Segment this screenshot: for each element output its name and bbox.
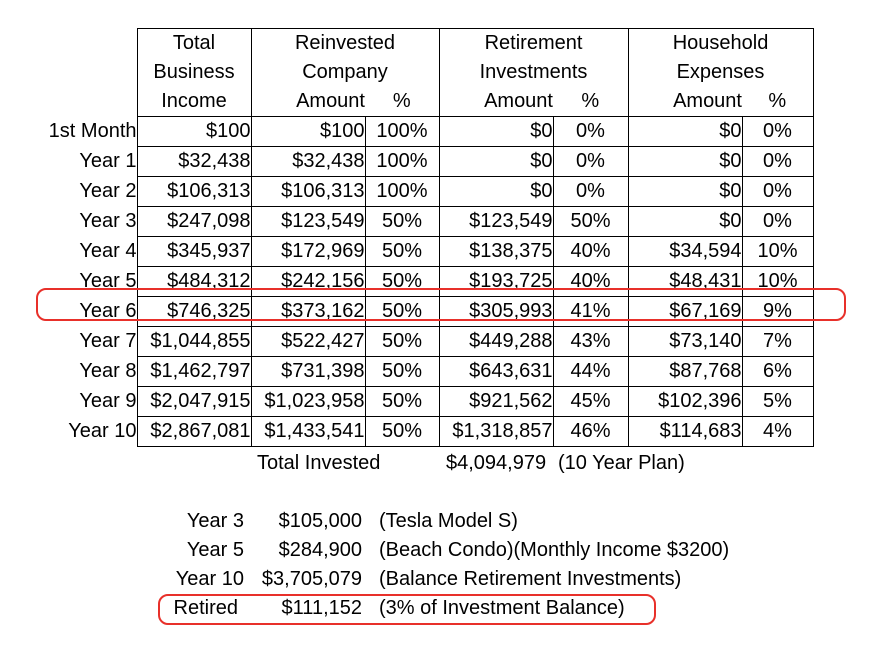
household-amount-cell: $0 (628, 207, 742, 237)
reinvested-pct-cell: 50% (365, 297, 439, 327)
milestone-note: (Beach Condo)(Monthly Income $3200) (379, 539, 730, 561)
retirement-amount-cell: $138,375 (439, 237, 553, 267)
total-business-income-cell: $2,867,081 (137, 417, 251, 447)
total-invested-value: $4,094,979 (446, 452, 547, 474)
retirement-pct-cell: 43% (553, 327, 628, 357)
total-business-income-cell: $345,937 (137, 237, 251, 267)
household-amount-cell: $67,169 (628, 297, 742, 327)
reinvested-amount-cell: $1,023,958 (251, 387, 365, 417)
header-retirement-line1: Retirement (439, 29, 628, 59)
header-household-line1: Household (628, 29, 813, 59)
reinvested-pct-cell: 100% (365, 147, 439, 177)
reinvested-pct-cell: 50% (365, 387, 439, 417)
milestone-note: (Balance Retirement Investments) (379, 568, 682, 590)
household-pct-cell: 4% (742, 417, 813, 447)
household-pct-cell: 0% (742, 207, 813, 237)
household-pct-cell: 7% (742, 327, 813, 357)
row-label: Year 5 (79, 270, 137, 292)
table-row (10, 327, 813, 357)
row-label: Year 1 (79, 150, 137, 172)
household-pct-cell: 10% (742, 237, 813, 267)
retirement-pct-cell: 50% (553, 207, 628, 237)
reinvested-amount-cell: $731,398 (251, 357, 365, 387)
header-retirement-line2: Investments (439, 58, 628, 87)
reinvested-pct-cell: 50% (365, 237, 439, 267)
retirement-pct-cell: 0% (553, 147, 628, 177)
household-pct-cell: 6% (742, 357, 813, 387)
retirement-amount-cell: $449,288 (439, 327, 553, 357)
retirement-amount-cell: $305,993 (439, 297, 553, 327)
milestone-value: $284,900 (278, 539, 362, 561)
total-business-income-cell: $1,462,797 (137, 357, 251, 387)
reinvested-amount-cell: $106,313 (251, 177, 365, 207)
header-household-pct: % (742, 87, 813, 117)
retirement-pct-cell: 40% (553, 267, 628, 297)
household-pct-cell: 5% (742, 387, 813, 417)
reinvested-pct-cell: 50% (365, 417, 439, 447)
milestone-value: $105,000 (278, 510, 362, 532)
header-row-3 (10, 87, 813, 117)
header-reinvested-line2: Company (251, 58, 439, 87)
reinvested-pct-cell: 50% (365, 327, 439, 357)
reinvested-pct-cell: 100% (365, 117, 439, 147)
retired-highlight-oval (158, 594, 656, 625)
reinvested-amount-cell: $172,969 (251, 237, 365, 267)
retirement-amount-cell: $643,631 (439, 357, 553, 387)
household-pct-cell: 0% (742, 117, 813, 147)
reinvested-amount-cell: $373,162 (251, 297, 365, 327)
retirement-amount-cell: $193,725 (439, 267, 553, 297)
household-pct-cell: 10% (742, 267, 813, 297)
total-business-income-cell: $32,438 (137, 147, 251, 177)
row-label: 1st Month (48, 120, 137, 142)
household-amount-cell: $73,140 (628, 327, 742, 357)
table-row (10, 177, 813, 207)
milestone-value: $3,705,079 (261, 568, 362, 590)
total-invested-label: Total Invested (257, 452, 381, 474)
header-row-1 (10, 29, 813, 59)
household-amount-cell: $87,768 (628, 357, 742, 387)
header-retirement-pct: % (581, 90, 600, 112)
reinvested-amount-cell: $32,438 (251, 147, 365, 177)
household-amount-cell: $102,396 (628, 387, 742, 417)
reinvested-amount-cell: $522,427 (251, 327, 365, 357)
retirement-pct-cell: 41% (553, 297, 628, 327)
retirement-amount-cell: $921,562 (439, 387, 553, 417)
row-label: Year 9 (79, 390, 137, 412)
header-reinvested-line1: Reinvested (251, 29, 439, 59)
retirement-amount-cell: $0 (439, 177, 553, 207)
table-row (10, 237, 813, 267)
household-amount-cell: $0 (628, 147, 742, 177)
table-row (10, 417, 813, 447)
total-business-income-cell: $106,313 (137, 177, 251, 207)
milestone-note: (Tesla Model S) (379, 510, 518, 532)
financial-plan-table (10, 28, 814, 447)
retirement-amount-cell: $1,318,857 (439, 417, 553, 447)
row-label: Year 2 (79, 180, 137, 202)
total-invested-note: (10 Year Plan) (558, 452, 685, 474)
table-row (10, 117, 813, 147)
row-label: Year 4 (79, 240, 137, 262)
corner-cell (10, 87, 137, 117)
total-business-income-cell: $1,044,855 (137, 327, 251, 357)
retirement-amount-cell: $123,549 (439, 207, 553, 237)
milestone-label: Year 5 (186, 539, 244, 561)
retirement-pct-cell: 40% (553, 237, 628, 267)
reinvested-pct-cell: 50% (365, 207, 439, 237)
total-business-income-cell: $746,325 (137, 297, 251, 327)
total-business-income-cell: $484,312 (137, 267, 251, 297)
reinvested-pct-cell: 100% (365, 177, 439, 207)
reinvested-amount-cell: $100 (251, 117, 365, 147)
household-amount-cell: $34,594 (628, 237, 742, 267)
row-label: Year 7 (79, 330, 137, 352)
row-label: Year 6 (79, 300, 137, 322)
row-label: Year 3 (79, 210, 137, 232)
header-total-business-line3: Income (137, 87, 251, 117)
year-6-highlight-oval (36, 288, 846, 321)
row-label: Year 10 (68, 420, 137, 442)
header-total-business-line1: Total (137, 29, 251, 59)
household-amount-cell: $114,683 (628, 417, 742, 447)
reinvested-pct-cell: 50% (365, 267, 439, 297)
household-amount-cell: $0 (628, 117, 742, 147)
household-amount-cell: $0 (628, 177, 742, 207)
retirement-amount-cell: $0 (439, 117, 553, 147)
table-row (10, 207, 813, 237)
milestone-note: (3% of Investment Balance) (379, 597, 625, 619)
milestone-label: Year 3 (186, 510, 244, 532)
total-business-income-cell: $2,047,915 (137, 387, 251, 417)
table-row (10, 387, 813, 417)
retirement-pct-cell: 0% (553, 117, 628, 147)
table-row (10, 357, 813, 387)
header-household-amount: Amount (628, 87, 742, 117)
retirement-pct-cell: 46% (553, 417, 628, 447)
household-amount-cell: $48,431 (628, 267, 742, 297)
reinvested-amount-cell: $123,549 (251, 207, 365, 237)
reinvested-pct-cell: 50% (365, 357, 439, 387)
table-row (10, 147, 813, 177)
household-pct-cell: 9% (742, 297, 813, 327)
header-reinvested-pct: % (392, 90, 411, 112)
header-total-business-line2: Business (137, 58, 251, 87)
row-label: Year 8 (79, 360, 137, 382)
retirement-amount-cell: $0 (439, 147, 553, 177)
retirement-pct-cell: 0% (553, 177, 628, 207)
total-business-income-cell: $100 (137, 117, 251, 147)
header-retirement-amount: Amount (439, 87, 553, 117)
total-business-income-cell: $247,098 (137, 207, 251, 237)
header-row-2 (10, 58, 813, 87)
household-pct-cell: 0% (742, 147, 813, 177)
retirement-pct-cell: 45% (553, 387, 628, 417)
reinvested-amount-cell: $1,433,541 (251, 417, 365, 447)
reinvested-amount-cell: $242,156 (251, 267, 365, 297)
household-pct-cell: 0% (742, 177, 813, 207)
corner-cell (10, 58, 137, 87)
header-reinvested-amount: Amount (251, 87, 365, 117)
retirement-pct-cell: 44% (553, 357, 628, 387)
milestone-label: Year 10 (175, 568, 244, 590)
milestone-label: Retired (173, 597, 238, 619)
milestone-value: $111,152 (281, 597, 362, 619)
corner-cell (10, 29, 137, 59)
header-household-line2: Expenses (628, 58, 813, 87)
